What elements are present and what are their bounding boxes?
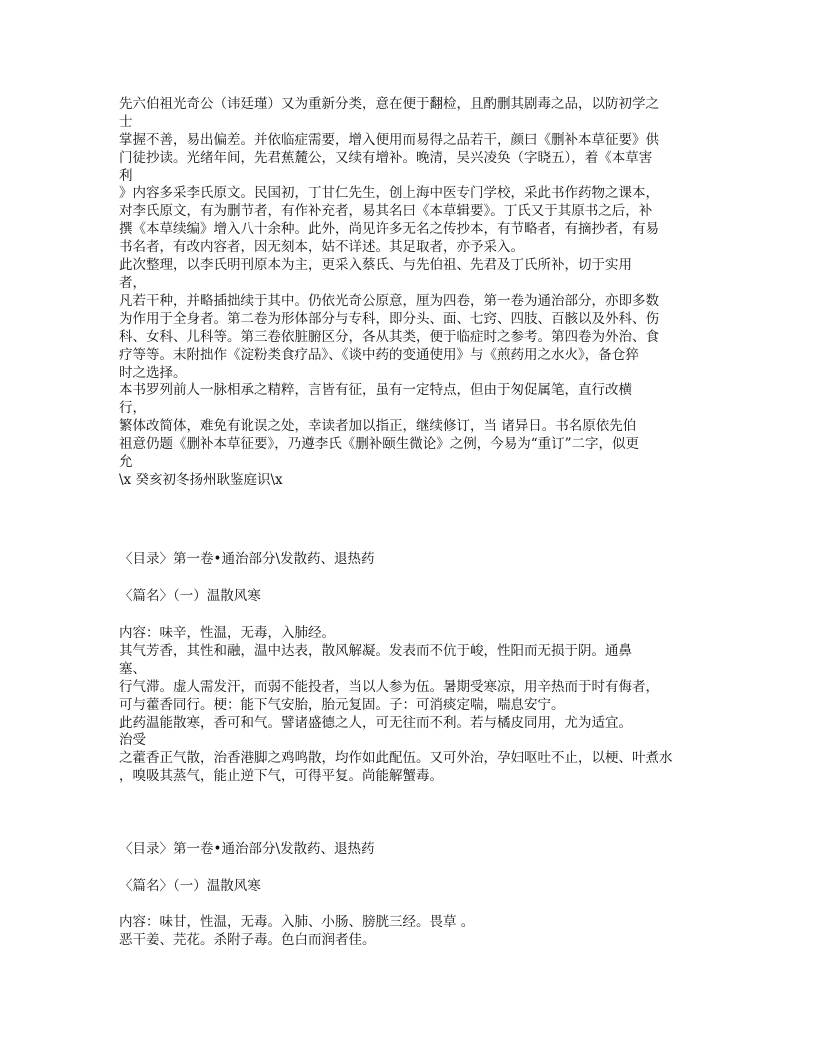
- text-line: 门徒抄读。光绪年间，先君蕉麓公，又续有增补。晚清，吴兴凌奂（字晓五），着《本草害: [119, 150, 653, 166]
- text-line: 掌握不善，易出偏差。并依临症需要，增入便用而易得之品若干，颜曰《删补本草征要》供: [119, 132, 659, 148]
- text-line: 对李氏原文，有为删节者，有作补充者，易其名曰《本草辑要》。丁氏又于其原书之后，补: [119, 203, 653, 219]
- text-line: 为作用于全身者。第二卷为形体部分与专科，即分头、面、七窍、四肢、百骸以及外科、伤: [119, 311, 659, 327]
- text-line: 疗等等。末附拙作《淀粉类食疗品》、《谈中药的变通使用》与《煎药用之水火》，备仓猝: [119, 347, 639, 363]
- text-line: 塞、: [119, 661, 146, 677]
- text-line: 先六伯祖光奇公（讳廷瑾）又为重新分类，意在便于翻检，且酌删其剧毒之品，以防初学之: [119, 96, 659, 112]
- text-line: 本书罗列前人一脉相承之精粹，言皆有征，虽有一定特点，但由于匆促属笔，直行改横: [119, 382, 632, 398]
- entry-title: 〈篇名〉（一）温散风寒: [119, 878, 261, 894]
- text-line: 治受: [119, 732, 146, 748]
- text-line: 恶干姜、芫花。杀附子毒。色白而润者佳。: [119, 932, 376, 948]
- text-line: 繁体改简体，难免有讹误之处，幸读者加以指正，继续修订，当 诸异日。书名原依先伯: [119, 418, 637, 434]
- text-line: 祖意仍题《删补本草征要》，乃遵李氏《删补颐生微论》之例，今易为“重订”二字，似更: [119, 436, 640, 452]
- text-line: 士: [119, 114, 133, 130]
- text-line: 允: [119, 454, 133, 470]
- text-line: 》内容多采李氏原文。民国初，丁甘仁先生，创上海中医专门学校，采此书作药物之课本，: [119, 185, 659, 201]
- text-line: 科、女科、儿科等。第三卷依脏腑区分，各从其类，便于临症时之参考。第四卷为外治、食: [119, 329, 659, 345]
- text-line: 其气芳香，其性和融，温中达表，散风解凝。发表而不伉于峻，性阳而无损于阴。通鼻: [119, 643, 632, 659]
- text-line: 行，: [119, 400, 146, 416]
- text-line: 凡若干种，并略插拙续于其中。仍依光奇公原意，厘为四卷，第一卷为通治部分，亦即多数: [119, 293, 659, 309]
- text-line: ，嗅吸其蒸气，能止逆下气，可得平复。尚能解蟹毒。: [119, 768, 443, 784]
- catalog-heading: 〈目录〉第一卷•通治部分\发散药、退热药: [119, 841, 375, 857]
- text-line: 此药温能散寒，香可和气。譬诸盛德之人，可无往而不利。若与橘皮同用，尤为适宜。: [119, 715, 632, 731]
- text-line: 之藿香正气散，治香港脚之鸡鸣散，均作如此配伍。又可外治，孕妇呕吐不止，以梗、叶煮水: [119, 750, 673, 766]
- signature-line: \x 癸亥初冬扬州耿鉴庭识\x: [119, 472, 283, 488]
- text-line: 内容：味辛，性温，无毒，入肺经。: [119, 625, 335, 641]
- text-line: 利: [119, 168, 133, 184]
- entry-title: 〈篇名〉（一）温散风寒: [119, 588, 261, 604]
- text-line: 者，: [119, 275, 146, 291]
- text-line: 行气滞。虚人需发汗，而弱不能投者，当以人参为伍。暑期受寒凉，用辛热而于时有侮者，: [119, 679, 659, 695]
- text-line: 可与藿香同行。梗：能下气安胎，胎元复固。子：可消痰定喘，喘息安宁。: [119, 697, 565, 713]
- text-line: 书名者，有改内容者，因无刻本，姑不详述。其足取者，亦予采入。: [119, 239, 524, 255]
- text-line: 此次整理，以李氏明刊原本为主，更采入蔡氏、与先伯祖、先君及丁氏所补，切于实用: [119, 257, 632, 273]
- text-line: 时之选择。: [119, 365, 187, 381]
- text-line: 撰《本草续编》增入八十余种。此外，尚见许多无名之传抄本，有节略者，有摘抄者，有易: [119, 221, 659, 237]
- text-line: 内容：味甘，性温，无毒。入肺、小肠、膀胱三经。畏草 。: [119, 914, 475, 930]
- catalog-heading: 〈目录〉第一卷•通治部分\发散药、退热药: [119, 551, 375, 567]
